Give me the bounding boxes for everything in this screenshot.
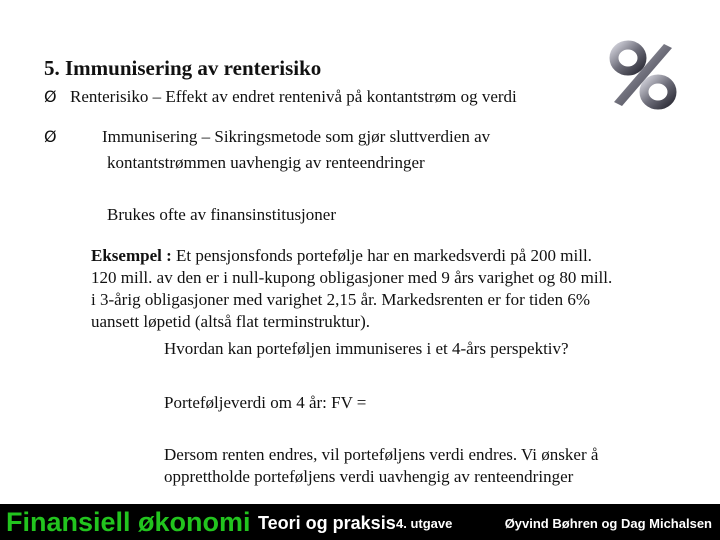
percent-sign-icon bbox=[606, 40, 678, 110]
footer-subtitle: Teori og praksis bbox=[258, 513, 396, 533]
example-line-3: i 3-årig obligasjoner med varighet 2,15 år. Markedsrenten er for tiden 6% bbox=[91, 290, 590, 309]
footer-authors: Øyvind Bøhren og Dag Michalsen bbox=[504, 516, 712, 531]
slide-title: 5. Immunisering av renterisiko bbox=[44, 56, 322, 80]
example-paragraph bbox=[91, 245, 711, 333]
arrow-bullet-icon: Ø bbox=[44, 87, 57, 106]
conclusion-line-1: Dersom renten endres, vil porteføljens verdi endres. Vi ønsker å bbox=[164, 445, 599, 464]
conclusion-text bbox=[164, 444, 598, 488]
question-text: Hvordan kan porteføljen immuniseres i et 4-års perspektiv? bbox=[164, 339, 569, 358]
arrow-bullet-icon: Ø bbox=[44, 127, 57, 146]
footer-banner bbox=[0, 504, 720, 540]
bullet-text: Renterisiko – Effekt av endret rentenivå på kontantstrøm og verdi bbox=[70, 87, 517, 106]
example-line-1-text: Et pensjonsfonds portefølje har en markedsverdi på 200 mill. bbox=[171, 246, 592, 265]
bullet-text-line-1: Immunisering – Sikringsmetode som gjør sluttverdien av bbox=[102, 127, 491, 146]
portfolio-value-formula: Porteføljeverdi om 4 år: FV = bbox=[164, 393, 367, 412]
usage-note: Brukes ofte av finansinstitusjoner bbox=[107, 205, 336, 224]
conclusion-line-2: opprettholde porteføljens verdi uavhengig av renteendringer bbox=[164, 467, 574, 486]
bullet-text-line-2: kontantstrømmen uavhengig av renteendringer bbox=[107, 153, 425, 172]
footer-brand: Finansiell økonomi bbox=[6, 507, 251, 537]
example-line-2: 120 mill. av den er i null-kupong obligasjoner med 9 års varighet og 80 mill. bbox=[91, 268, 613, 287]
example-line-4: uansett løpetid (altså flat terminstruktur). bbox=[91, 312, 371, 331]
footer-edition: 4. utgave bbox=[396, 516, 453, 531]
example-line-1 bbox=[91, 245, 711, 267]
example-label: Eksempel : bbox=[91, 246, 172, 265]
